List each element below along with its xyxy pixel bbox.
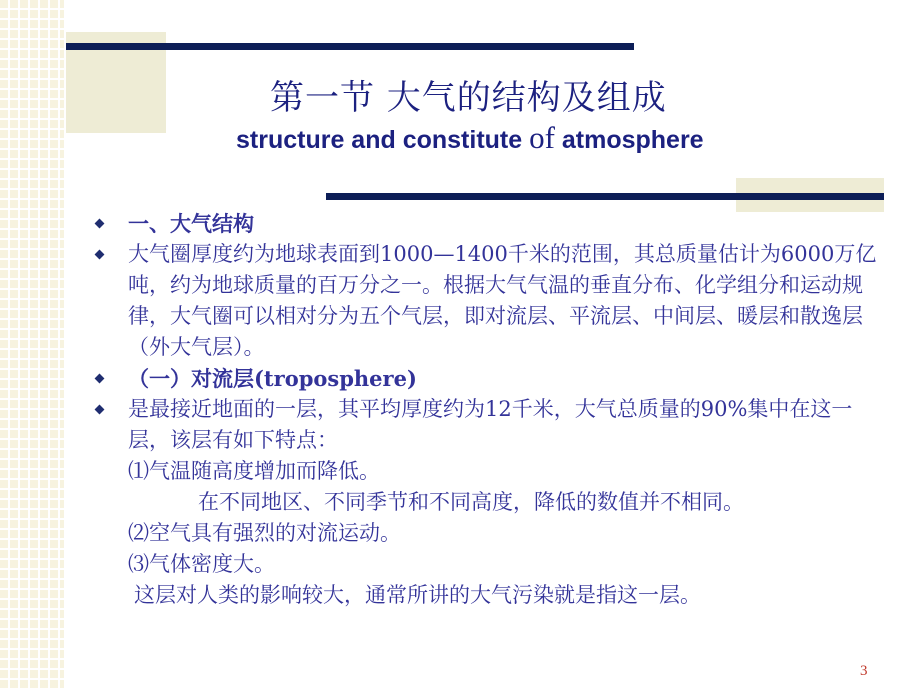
title-english-part1: structure and constitute xyxy=(236,126,530,154)
title-rule-top xyxy=(66,43,634,50)
diamond-bullet-icon xyxy=(95,250,105,260)
decorative-checkered-strip xyxy=(0,0,64,690)
feature-line-2: ⑵空气具有强烈的对流运动。 xyxy=(128,521,401,545)
bullet-text: （一）对流层(troposphere) xyxy=(128,366,417,391)
page-number: 3 xyxy=(860,663,868,679)
slide-body xyxy=(94,208,884,611)
bullet-item-heading xyxy=(94,208,884,239)
title-rule-bottom xyxy=(326,193,884,200)
bullet-item-troposphere-heading xyxy=(94,363,884,394)
summary-line: 这层对人类的影响较大，通常所讲的大气污染就是指这一层。 xyxy=(134,583,701,607)
bullet-text: 一、大气结构 xyxy=(128,211,254,236)
bullet-text: 大气圈厚度约为地球表面到1000—1400千米的范围，其总质量估计为6000万亿吨，约为地球质量的百万分之一。根据大气气温的垂直分布、化学组分和运动规律，大气圈可以相对分为五个气层，即对流层、平流层、中间层、暖层和散逸层（外大气层）。 xyxy=(128,242,877,359)
feature-line-3: ⑶气体密度大。 xyxy=(128,552,275,576)
diamond-bullet-icon xyxy=(95,374,105,384)
diamond-bullet-icon xyxy=(95,219,105,229)
feature-line-1: ⑴气温随高度增加而降低。 xyxy=(128,459,380,483)
title-english-part2: atmosphere xyxy=(554,126,704,154)
diamond-bullet-icon xyxy=(95,405,105,415)
slide-title-english xyxy=(236,120,836,156)
feature-line-1-detail: 在不同地区、不同季节和不同高度，降低的数值并不相同。 xyxy=(198,490,744,514)
bullet-text: 是最接近地面的一层，其平均厚度约为12千米，大气总质量的90%集中在这一层，该层有如下特点： xyxy=(128,397,853,452)
title-english-of: of xyxy=(529,120,555,155)
bullet-item-troposphere-desc xyxy=(94,394,884,456)
bullet-item-intro xyxy=(94,239,884,363)
slide-title-chinese: 第一节 大气的结构及组成 xyxy=(270,78,667,118)
